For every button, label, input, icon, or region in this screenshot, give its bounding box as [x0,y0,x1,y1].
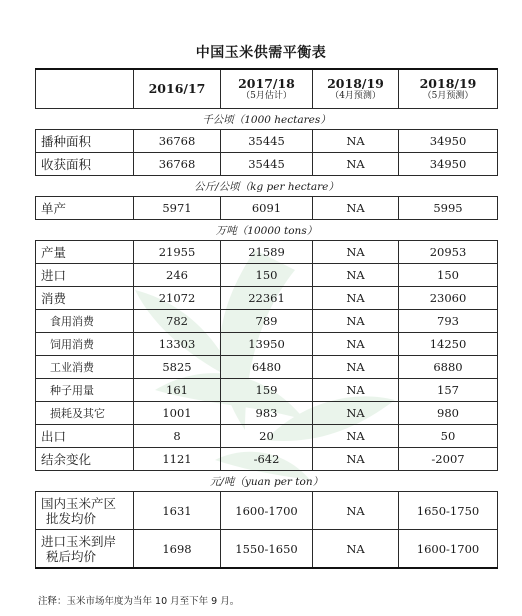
cell: 1600-1700 [221,492,313,530]
footnote: 注释：玉米市场年度为当年 10 月至下年 9 月。 [38,596,240,607]
cell: 1650-1750 [399,492,498,530]
cell: NA [313,264,399,287]
cell: NA [313,333,399,356]
cell: NA [313,130,399,153]
header-col-3 [313,69,399,109]
row-label-line2: 批发均价 [46,510,97,526]
header-year: 2017/18 [238,75,295,91]
table-row [36,402,498,425]
table-row [36,425,498,448]
row-label: 结余变化 [36,448,134,471]
page-title: 中国玉米供需平衡表 [195,45,327,61]
cell: NA [313,492,399,530]
cell: 36768 [134,153,221,176]
cell: 983 [221,402,313,425]
row-label-line1: 国内玉米产区 [41,495,117,511]
row-label: 产量 [36,241,134,264]
row-label [36,530,134,569]
header-row [36,69,498,109]
table-row [36,448,498,471]
row-label: 工业消费 [36,356,134,379]
header-sub: （5月预测） [422,90,474,101]
cell: NA [313,530,399,569]
cell: NA [313,379,399,402]
row-label: 进口 [36,264,134,287]
cell: 22361 [221,287,313,310]
row-label: 食用消费 [36,310,134,333]
table-row [36,130,498,153]
cell: 6480 [221,356,313,379]
unit-row-area: 千公顷（1000 hectares） [36,109,498,130]
cell: 6880 [399,356,498,379]
cell: -642 [221,448,313,471]
header-year: 2018/19 [327,75,384,91]
header-sub: （4月预测） [330,90,381,101]
cell: NA [313,287,399,310]
cell: NA [313,425,399,448]
cell: 1121 [134,448,221,471]
table-row [36,356,498,379]
row-label: 种子用量 [36,379,134,402]
row-label: 收获面积 [36,153,134,176]
header-blank [36,69,134,109]
cell: 161 [134,379,221,402]
row-label: 消费 [36,287,134,310]
cell: 1550-1650 [221,530,313,569]
cell: NA [313,310,399,333]
cell: 5825 [134,356,221,379]
cell: 13950 [221,333,313,356]
unit-row-yield: 公斤/公顷（kg per hectare） [36,176,498,197]
cell: 14250 [399,333,498,356]
cell: 21955 [134,241,221,264]
row-label-line1: 进口玉米到岸 [41,533,117,549]
table-row [36,264,498,287]
cell: 159 [221,379,313,402]
cell: 34950 [399,130,498,153]
cell: 782 [134,310,221,333]
cell: 1631 [134,492,221,530]
cell: 20 [221,425,313,448]
header-col-1 [134,69,221,109]
table-row [36,333,498,356]
unit-row-price: 元/吨（yuan per ton） [36,471,498,492]
header-col-4 [399,69,498,109]
cell: 157 [399,379,498,402]
cell: 246 [134,264,221,287]
cell: 793 [399,310,498,333]
cell: 150 [221,264,313,287]
cell: 150 [399,264,498,287]
table-row [36,492,498,530]
row-label: 损耗及其它 [36,402,134,425]
header-sub: （5月估计） [241,90,292,101]
row-label: 播种面积 [36,130,134,153]
row-label: 饲用消费 [36,333,134,356]
row-label: 出口 [36,425,134,448]
cell: 1698 [134,530,221,569]
table-row [36,310,498,333]
table-row [36,241,498,264]
cell: -2007 [399,448,498,471]
cell: NA [313,402,399,425]
cell: 1600-1700 [399,530,498,569]
table-row [36,153,498,176]
cell: 5995 [399,197,498,220]
cell: 980 [399,402,498,425]
cell: 35445 [221,153,313,176]
cell: 36768 [134,130,221,153]
cell: 1001 [134,402,221,425]
cell: 5971 [134,197,221,220]
cell: 6091 [221,197,313,220]
supply-demand-table [35,68,498,569]
cell: NA [313,197,399,220]
row-label-line2: 税后均价 [46,548,97,564]
cell: 21072 [134,287,221,310]
cell: 35445 [221,130,313,153]
cell: NA [313,153,399,176]
cell: 20953 [399,241,498,264]
unit-row-volume: 万吨（10000 tons） [36,220,498,241]
table-row [36,197,498,220]
row-label [36,492,134,530]
cell: NA [313,356,399,379]
cell: 50 [399,425,498,448]
header-year: 2018/19 [419,75,477,91]
cell: 789 [221,310,313,333]
cell: 8 [134,425,221,448]
cell: NA [313,448,399,471]
cell: NA [313,241,399,264]
header-year: 2016/17 [148,81,206,97]
cell: 21589 [221,241,313,264]
cell: 34950 [399,153,498,176]
table-row [36,530,498,569]
table-row [36,379,498,402]
table-row [36,287,498,310]
cell: 13303 [134,333,221,356]
header-col-2 [221,69,313,109]
row-label: 单产 [36,197,134,220]
cell: 23060 [399,287,498,310]
